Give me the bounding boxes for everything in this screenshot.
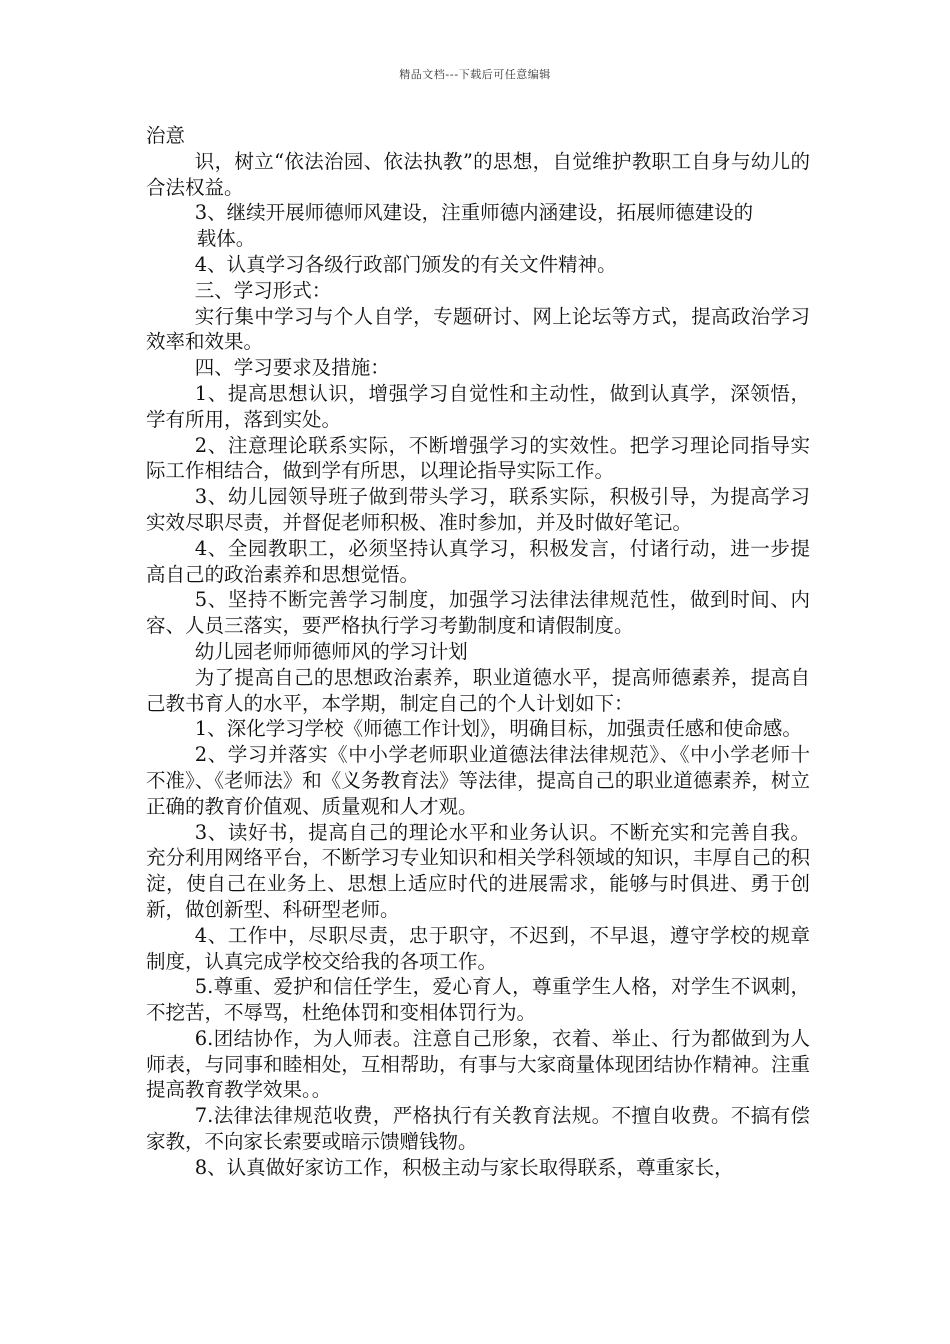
paragraph: 5、坚持不断完善学习制度，加强学习法律法律规范性，做到时间、内容、人员三落实，要严格执行学习考勤制度和请假制度。 — [146, 588, 810, 638]
paragraph: 1、提高思想认识，增强学习自觉性和主动性，做到认真学，深领悟，学有所用，落到实处。 — [146, 381, 810, 431]
page-header: 精品文档---下载后可任意编辑 — [399, 68, 551, 81]
paragraph: 为了提高自己的思想政治素养，职业道德水平，提高师德素养，提高自己教书育人的水平，本学期，制定自己的个人计划如下： — [146, 665, 810, 715]
paragraph: 治意 — [146, 124, 186, 147]
section-heading: 三、学习形式： — [194, 278, 332, 302]
paragraph: 5.尊重、爱护和信任学生，爱心育人，尊重学生人格，对学生不讽刺，不挖苦，不辱骂，杜绝体罚和变相体罚行为。 — [146, 975, 810, 1025]
section-title: 幼儿园老师师德师风的学习计划 — [194, 639, 468, 663]
paragraph: 4、全园教职工，必须坚持认真学习，积极发言，付诸行动，进一步提高自己的政治素养和思想觉悟。 — [146, 536, 810, 586]
paragraph: 6.团结协作，为人师表。注意自己形象，衣着、举止、行为都做到为人师表，与同事和睦相处，互相帮助，有事与大家商量体现团结协作精神。注重提高教育教学效果。。 — [146, 1026, 810, 1102]
paragraph: 识，树立“依法治园、依法执教”的思想，自觉维护教职工自身与幼儿的合法权益。 — [146, 149, 810, 199]
paragraph: 4、认真学习各级行政部门颁发的有关文件精神。 — [194, 252, 617, 276]
document-body — [146, 123, 810, 1181]
paragraph: 实行集中学习与个人自学，专题研讨、网上论坛等方式，提高政治学习效率和效果。 — [146, 304, 810, 354]
paragraph: 4、工作中，尽职尽责，忠于职守，不迟到，不早退，遵守学校的规章制度，认真完成学校交给我的各项工作。 — [146, 923, 810, 973]
paragraph: 3、继续开展师德师风建设，注重师德内涵建设，拓展师德建设的 — [194, 201, 754, 225]
paragraph: 8、认真做好家访工作，积极主动与家长取得联系，尊重家长， — [194, 1155, 734, 1179]
paragraph: 7.法律法律规范收费，严格执行有关教育法规。不擅自收费。不搞有偿家教，不向家长索要或暗示馈赠钱物。 — [146, 1104, 810, 1154]
paragraph: 载体。 — [196, 227, 256, 251]
paragraph: 2、学习并落实《中小学老师职业道德法律法律规范》、《中小学老师十不准》、《老师法》和《义务教育法》等法律，提高自己的职业道德素养，树立正确的教育价值观、质量观和人才观。 — [146, 743, 810, 818]
section-heading: 四、学习要求及措施： — [194, 356, 390, 380]
paragraph: 3、幼儿园领导班子做到带头学习，联系实际，积极引导，为提高学习实效尽职尽责，并督促老师积极、准时参加，并及时做好笔记。 — [146, 485, 810, 534]
paragraph: 3、读好书，提高自己的理论水平和业务认识。不断充实和完善自我。充分利用网络平台，不断学习专业知识和相关学科领域的知识，丰厚自己的积淀，使自己在业务上、思想上适应时代的进展需求，能够与时俱进、勇于创新，做创新型、科研型老师。 — [146, 820, 810, 921]
paragraph: 2、注意理论联系实际，不断增强学习的实效性。把学习理论同指导实际工作相结合，做到学有所思，以理论指导实际工作。 — [146, 433, 810, 483]
paragraph: 1、深化学习学校《师德工作计划》，明确目标，加强责任感和使命感。 — [194, 717, 802, 741]
